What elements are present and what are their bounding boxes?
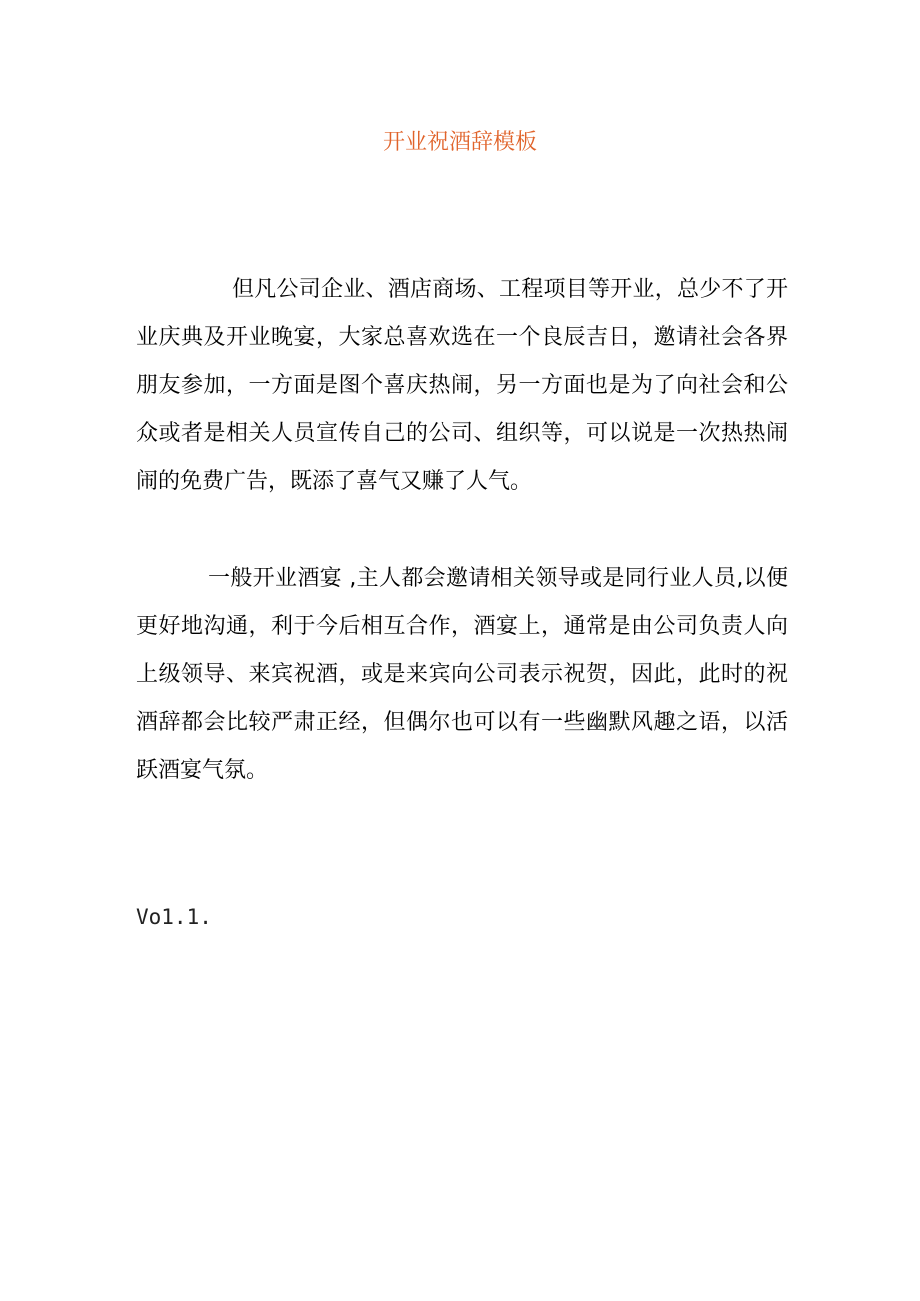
paragraph-banquet: 一般开业酒宴 ,主人都会邀请相关领导或是同行业人员,以便更好地沟通，利于今后相互合作，酒宴上，通常是由公司负责人向上级领导、来宾祝酒，或是来宾向公司表示祝贺，因此，此时的祝酒辞都会比较严肃正经，但偶尔也可以有一些幽默风趣之语，以活跃酒宴气氛。 <box>136 566 788 783</box>
document-title: 开业祝酒辞模板 <box>382 130 537 155</box>
paragraph-intro: 但凡公司企业、酒店商场、工程项目等开业，总少不了开业庆典及开业晚宴，大家总喜欢选在一个良辰吉日，邀请社会各界朋友参加，一方面是图个喜庆热闹，另一方面也是为了向社会和公众或者是相关人员宣传自己的公司、组织等，可以说是一次热热闹闹的免费广告，既添了喜气又赚了人气。 <box>136 277 788 494</box>
version-label: Vo1.1. <box>136 905 212 929</box>
